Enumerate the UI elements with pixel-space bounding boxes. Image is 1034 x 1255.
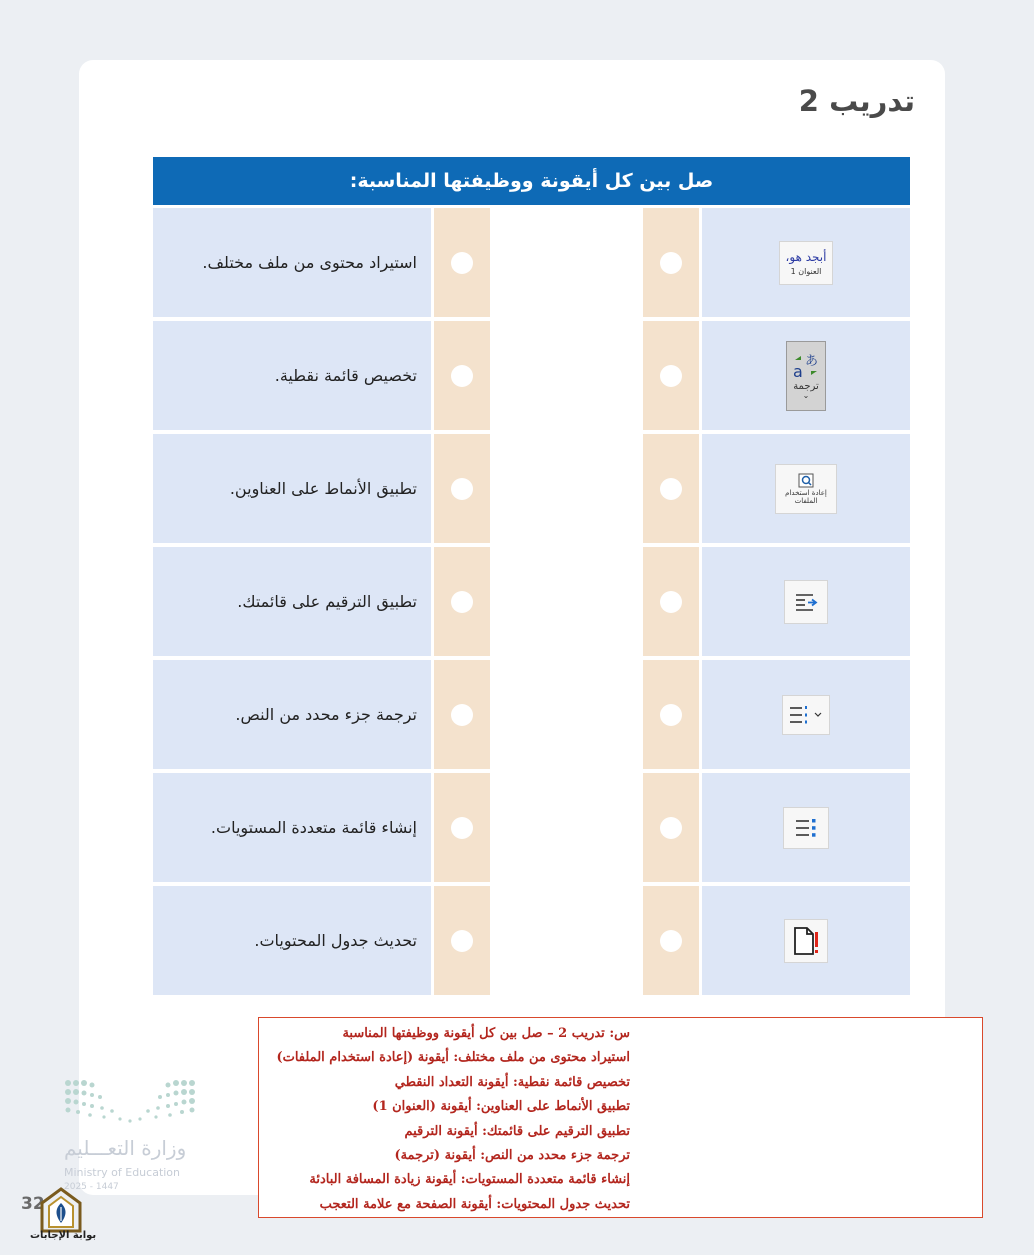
icon-connector-column [643,773,699,882]
function-connector-dot[interactable] [451,252,473,274]
icon-connector-dot[interactable] [660,252,682,274]
function-connector-column [434,773,490,882]
answer-line: تحديث جدول المحتويات: أيقونة الصفحة مع علامة التعجب [319,1196,630,1212]
page-alert-glyph-icon [792,926,820,956]
matching-row [153,660,910,769]
portal-name: بوابة الإجابات [30,1230,97,1241]
translate-label: ترجمة [793,381,819,392]
function-label: تطبيق الأنماط على العناوين. [153,434,431,543]
reuse-files-label-line1: إعادة استخدام [785,488,827,497]
function-connector-dot[interactable] [451,591,473,613]
bullets-glyph-icon [793,817,819,839]
function-label: ترجمة جزء محدد من النص. [153,660,431,769]
translate-glyph-icon [791,351,821,381]
translate-icon [786,341,826,411]
icon-connector-dot[interactable] [660,930,682,952]
svg-text:a: a [793,362,803,381]
reuse-files-icon [775,464,837,514]
answer-line: س: تدريب 2 – صل بين كل أيقونة ووظيفتها المناسبة [342,1026,630,1041]
function-connector-column [434,886,490,995]
function-label: تخصيص قائمة نقطية. [153,321,431,430]
answer-line: ترجمة جزء محدد من النص: أيقونة (ترجمة) [394,1148,630,1164]
chevron-down-icon: ⌄ [802,391,810,400]
heading-style-icon [779,241,833,285]
icon-cell [702,886,910,995]
icon-connector-column [643,660,699,769]
icon-connector-dot[interactable] [660,704,682,726]
function-label: تطبيق الترقيم على قائمتك. [153,547,431,656]
icon-connector-dot[interactable] [660,817,682,839]
icon-connector-column [643,208,699,317]
icon-connector-column [643,434,699,543]
answer-line: تطبيق الأنماط على العناوين: أيقونة (العنوان 1) [372,1099,630,1115]
heading-style-name: العنوان 1 [790,266,822,276]
answer-box [258,1017,983,1218]
answer-line: تطبيق الترقيم على قائمتك: أيقونة الترقيم [404,1123,630,1139]
icon-connector-dot[interactable] [660,365,682,387]
numbering-icon [782,695,830,735]
page-title: تدريب 2 [798,84,915,118]
page-number: 32 [21,1194,45,1214]
function-connector-column [434,660,490,769]
icon-cell [702,434,910,543]
function-label: تحديث جدول المحتويات. [153,886,431,995]
matching-row [153,773,910,882]
ministry-name-ar: وزارة التعـــليم [64,1136,187,1160]
function-connector-dot[interactable] [451,365,473,387]
numbering-glyph-icon [787,704,825,726]
icon-connector-dot[interactable] [660,478,682,500]
function-connector-column [434,321,490,430]
matching-row [153,208,910,317]
increase-indent-glyph-icon [793,591,819,613]
reuse-files-label-line2: الملفات [794,496,818,505]
matching-row [153,321,910,430]
matching-row [153,547,910,656]
ministry-name-en: Ministry of Education [64,1166,181,1179]
icon-connector-column [643,321,699,430]
function-connector-dot[interactable] [451,930,473,952]
increase-indent-icon [784,580,828,624]
answer-text [276,1022,630,1217]
heading-style-sample: أبجد هو، [785,249,827,264]
icon-cell [702,660,910,769]
answer-line: استيراد محتوى من ملف مختلف: أيقونة (إعادة استخدام الملفات) [276,1050,630,1066]
icon-cell [702,547,910,656]
answer-line: إنشاء قائمة متعددة المستويات: أيقونة زيادة المسافة البادئة [309,1172,630,1188]
page-alert-icon [784,919,828,963]
icon-connector-column [643,886,699,995]
ministry-year: 2025 - 1447 [64,1182,119,1192]
function-connector-column [434,434,490,543]
answer-line: تخصيص قائمة نقطية: أيقونة التعداد النقطي [394,1074,630,1090]
icon-connector-dot[interactable] [660,591,682,613]
icon-cell [702,208,910,317]
function-connector-dot[interactable] [451,478,473,500]
reuse-files-glyph-icon [796,473,816,489]
function-connector-column [434,547,490,656]
matching-row [153,434,910,543]
function-connector-dot[interactable] [451,704,473,726]
function-connector-column [434,208,490,317]
function-label: إنشاء قائمة متعددة المستويات. [153,773,431,882]
icon-cell [702,321,910,430]
bullets-icon [783,807,829,849]
matching-row [153,886,910,995]
svg-text:あ: あ [805,354,819,369]
function-connector-dot[interactable] [451,817,473,839]
icon-connector-column [643,547,699,656]
icon-cell [702,773,910,882]
function-label: استيراد محتوى من ملف مختلف. [153,208,431,317]
instruction-header: صل بين كل أيقونة ووظيفتها المناسبة: [153,157,910,205]
